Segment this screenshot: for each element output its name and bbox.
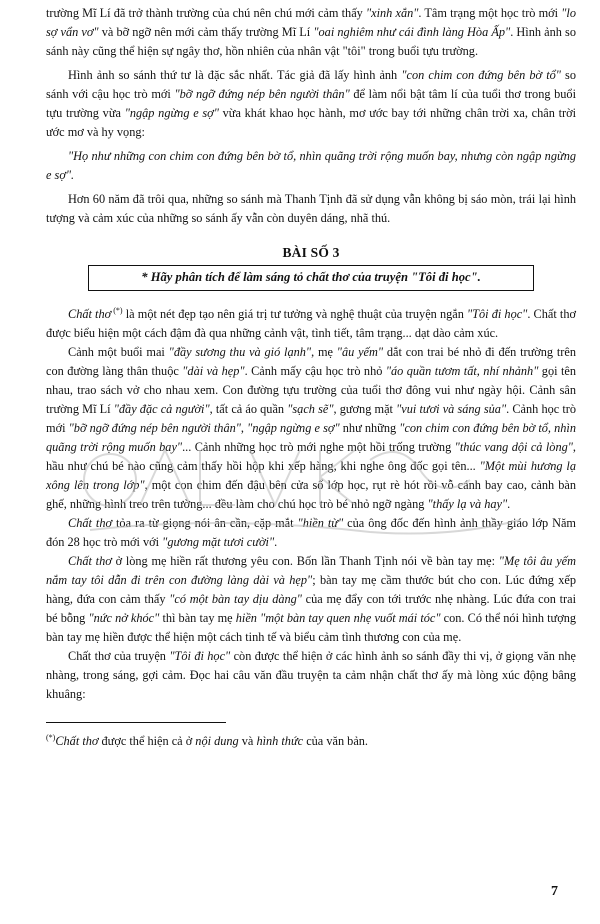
body-paragraph-4: Chất thơ ở lòng mẹ hiền rất thương yêu con. Bốn lần Thanh Tịnh nói về bàn tay mẹ: "Mẹ tôi âu yếm nắm tay tôi dẫn đi trên con đường làng dài và hẹp"; bàn tay mẹ cầm thước bút cho con. Lúc đứng xếp hàng, đứa con cảm thấy "có một bàn tay dịu dàng" của mẹ đẩy con tới trước nhẹ nhàng. Lúc đứa con trai bé bỗng "nức nở khóc" thì bàn tay mẹ hiền "một bàn tay quen nhẹ vuốt mái tóc" con. Có thể nói hình tượng bàn tay mẹ hiền được thể hiện một cách tinh tế và biểu cảm tình thương con của mẹ. xyxy=(46,554,577,645)
intro-paragraph-3: Hơn 60 năm đã trôi qua, những so sánh mà Thanh Tịnh đã sử dụng vẫn không bị sáo mòn, trái lại hình tượng và cảm xúc của những so sánh ấy vẫn còn duyên dáng, nhã thú. xyxy=(46,192,576,225)
body-paragraph-3: Chất thơ tỏa ra từ giọng nói ân cần, cặp mắt "hiền từ" của ông đốc đến hình ảnh thầy giáo lớp Năm đón 28 học trò mới với "gương mặt tươi cười". xyxy=(46,516,576,550)
intro-paragraph-2: Hình ảnh so sánh thứ tư là đặc sắc nhất. Tác giả đã lấy hình ảnh "con chim con đứng bên bờ tổ" so sánh với cậu học trò mới "bỡ ngỡ đứng nép bên người thân" để làm nổi bật tâm lí của tuổi thơ trong buổi tựu trường vừa "ngập ngừng e sợ" vừa khát khao học hành, mơ ước bay tới những chân trời xa, chân trời ước mơ và hy vọng: xyxy=(46,68,576,139)
task-box: * Hãy phân tích để làm sáng tỏ chất thơ của truyện "Tôi đi học". xyxy=(88,265,534,291)
footnote: (*)Chất thơ được thể hiện cả ở nội dung và hình thức của văn bản. xyxy=(46,733,368,749)
section-title: BÀI SỐ 3 xyxy=(282,245,340,260)
intro-paragraph-1: trường Mĩ Lí đã trở thành trường của chú nên chú mới cảm thấy "xinh xắn". Tâm trạng một học trò mới "lo sợ vẩn vơ" và bỡ ngỡ nên mới cảm thấy trường Mĩ Lí "oai nghiêm như cái đình làng Hòa Ấp". Hình ảnh so sánh này cũng thể hiện sự ngây thơ, hồn nhiên của nhân vật "tôi" trong buổi tựu trường. xyxy=(46,6,576,58)
body-paragraph-2: Cảnh một buổi mai "đầy sương thu và gió lạnh", mẹ "âu yếm" dắt con trai bé nhỏ đi đến trường trên con đường làng thân thuộc "dài và hẹp". Cảnh mấy cậu học trò nhỏ "áo quần tươm tất, nhí nhảnh" gọi tên nhau, trao sách vở cho nhau xem. Con đường tựu trường của tuổi thơ đông vui như ngày hội. Cảnh sân trường Mĩ Lí "đầy đặc cả người", tất cả áo quần "sạch sẽ", gương mặt "vui tươi và sáng sủa". Cảnh học trò mới "bỡ ngỡ đứng nép bên người thân", "ngập ngừng e sợ" như những "con chim con đứng bên bờ tổ, nhìn quãng trời rộng muốn bay"... Cảnh những học trò mới nghe một hồi trống trường "thúc vang dội cả lòng", hầu như chú bé nào cũng cảm thấy hồi hộp khi xếp hàng, khi nghe ông đốc gọi tên... "Một mùi hương lạ xông lên trong lớp", một con chim đến đậu bên cửa sổ lớp học, rụt rè hót rồi vỗ cánh bay cao, cảnh bàn ghế, những hình treo trên tường... đều làm cho chú học trò bé nhỏ ngỡ ngàng "thấy lạ và hay". xyxy=(46,345,577,512)
body-paragraph-5: Chất thơ của truyện "Tôi đi học" còn được thể hiện ở các hình ảnh so sánh đầy thi vị, ở giọng văn nhẹ nhàng, trong sáng, gợi cảm. Đọc hai câu văn đầu truyện ta cảm nhận chất thơ ấy mà lòng xúc động bâng khuâng: xyxy=(46,649,576,702)
page-number: 7 xyxy=(551,884,558,899)
page-body xyxy=(46,4,576,750)
body-paragraph-1: Chất thơ (*) là một nét đẹp tạo nên giá trị tư tưởng và nghệ thuật của truyện ngắn "Tôi đi học". Chất thơ được biểu hiện một cách đậm đà qua những cảnh vật, tình tiết, tâm trạng... dạt dào cảm xúc. xyxy=(46,306,576,341)
footnote-divider xyxy=(46,722,226,723)
intro-quote: "Họ như những con chim con đứng bên bờ tổ, nhìn quãng trời rộng muốn bay, nhưng còn ngập ngừng e sợ". xyxy=(46,149,576,182)
